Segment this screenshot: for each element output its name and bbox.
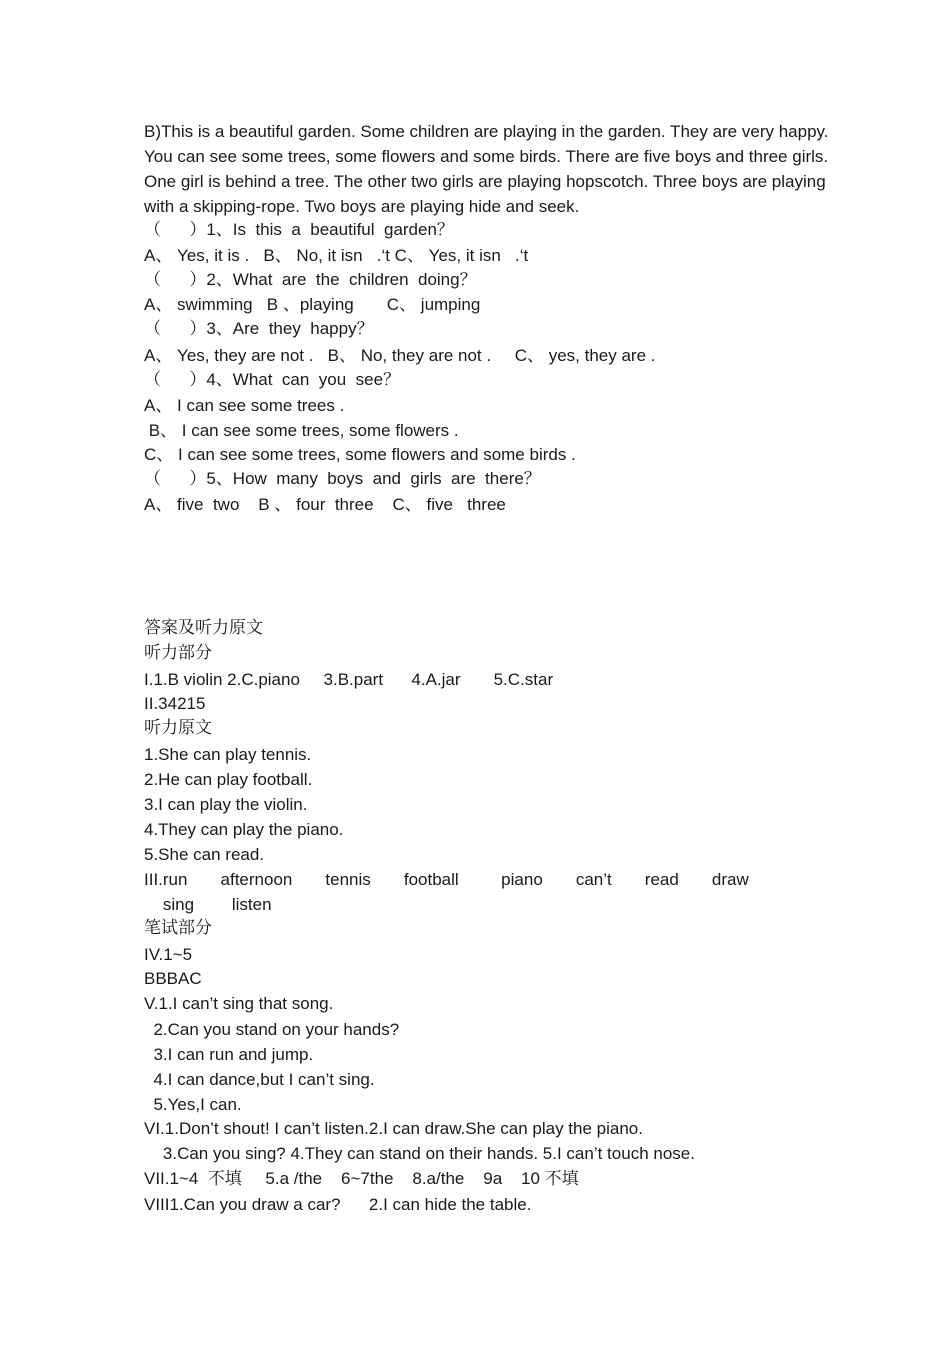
- question-3: （ ）3、Are they happy？: [144, 319, 374, 338]
- question-2-options: A、 swimming B 、playing C、 jumping: [144, 295, 481, 314]
- answer-line: 5.Yes,I can.: [144, 1095, 242, 1114]
- answer-line: 3.Can you sing? 4.They can stand on their hands. 5.I can’t touch nose.: [144, 1144, 695, 1163]
- question-5-options: A、 five two B 、 four three C、 five three: [144, 495, 506, 514]
- question-2: （ ）2、What are the children doing？: [144, 270, 477, 289]
- script-line: 5.She can read.: [144, 845, 265, 864]
- script-line: 2.He can play football.: [144, 770, 313, 789]
- question-4-option-c: C、 I can see some trees, some flowers and some birds .: [144, 445, 576, 464]
- answer-line: IV.1~5: [144, 945, 193, 964]
- question-3-options: A、 Yes, they are not . B、 No, they are not . C、 yes, they are .: [144, 346, 656, 365]
- question-5: （ ）5、How many boys and girls are there？: [144, 469, 541, 488]
- answer-line: V.1.I can’t sing that song.: [144, 994, 334, 1013]
- answer-line: III.run afternoon tennis football piano can’t read draw: [144, 870, 749, 889]
- answers-title: 答案及听力原文: [144, 618, 263, 638]
- answer-line: 2.Can you stand on your hands?: [144, 1020, 400, 1039]
- question-4-option-b: B、 I can see some trees, some flowers .: [144, 421, 459, 440]
- question-4-option-a: A、 I can see some trees .: [144, 396, 345, 415]
- script-line: 3.I can play the violin.: [144, 795, 308, 814]
- script-line: 1.She can play tennis.: [144, 745, 312, 764]
- answer-line: 4.I can dance,but I can’t sing.: [144, 1070, 375, 1089]
- question-4: （ ）4、What can you see？: [144, 370, 401, 389]
- script-line: 4.They can play the piano.: [144, 820, 344, 839]
- answer-line: 3.I can run and jump.: [144, 1045, 314, 1064]
- answer-line: VI.1.Don’t shout! I can’t listen.2.I can draw.She can play the piano.: [144, 1119, 643, 1138]
- answer-line: sing listen: [144, 895, 272, 914]
- answer-line: VII.1~4 不填 5.a /the 6~7the 8.a/the 9a 10 不填: [144, 1169, 579, 1188]
- written-heading: 笔试部分: [144, 918, 212, 938]
- script-heading: 听力原文: [144, 718, 212, 738]
- listening-heading: 听力部分: [144, 643, 212, 663]
- answer-line: I.1.B violin 2.C.piano 3.B.part 4.A.jar 5.C.star: [144, 670, 554, 689]
- answer-line: II.34215: [144, 694, 206, 713]
- question-1-options: A、 Yes, it is . B、 No, it isn .‘t C、 Yes, it isn .‘t: [144, 246, 529, 265]
- reading-passage: B)This is a beautiful garden. Some children are playing in the garden. They are very happy. You can see some trees, some flowers and some birds. There are five boys and three girls. One girl is behind a tree. The other two girls are playing hopscotch. Three boys are playing with a skipping-rope. Two boys are playing hide and seek.: [144, 122, 829, 216]
- answer-line: BBBAC: [144, 969, 202, 988]
- question-1: （ ）1、Is this a beautiful garden？: [144, 220, 454, 239]
- answer-line: VIII1.Can you draw a car? 2.I can hide the table.: [144, 1195, 532, 1214]
